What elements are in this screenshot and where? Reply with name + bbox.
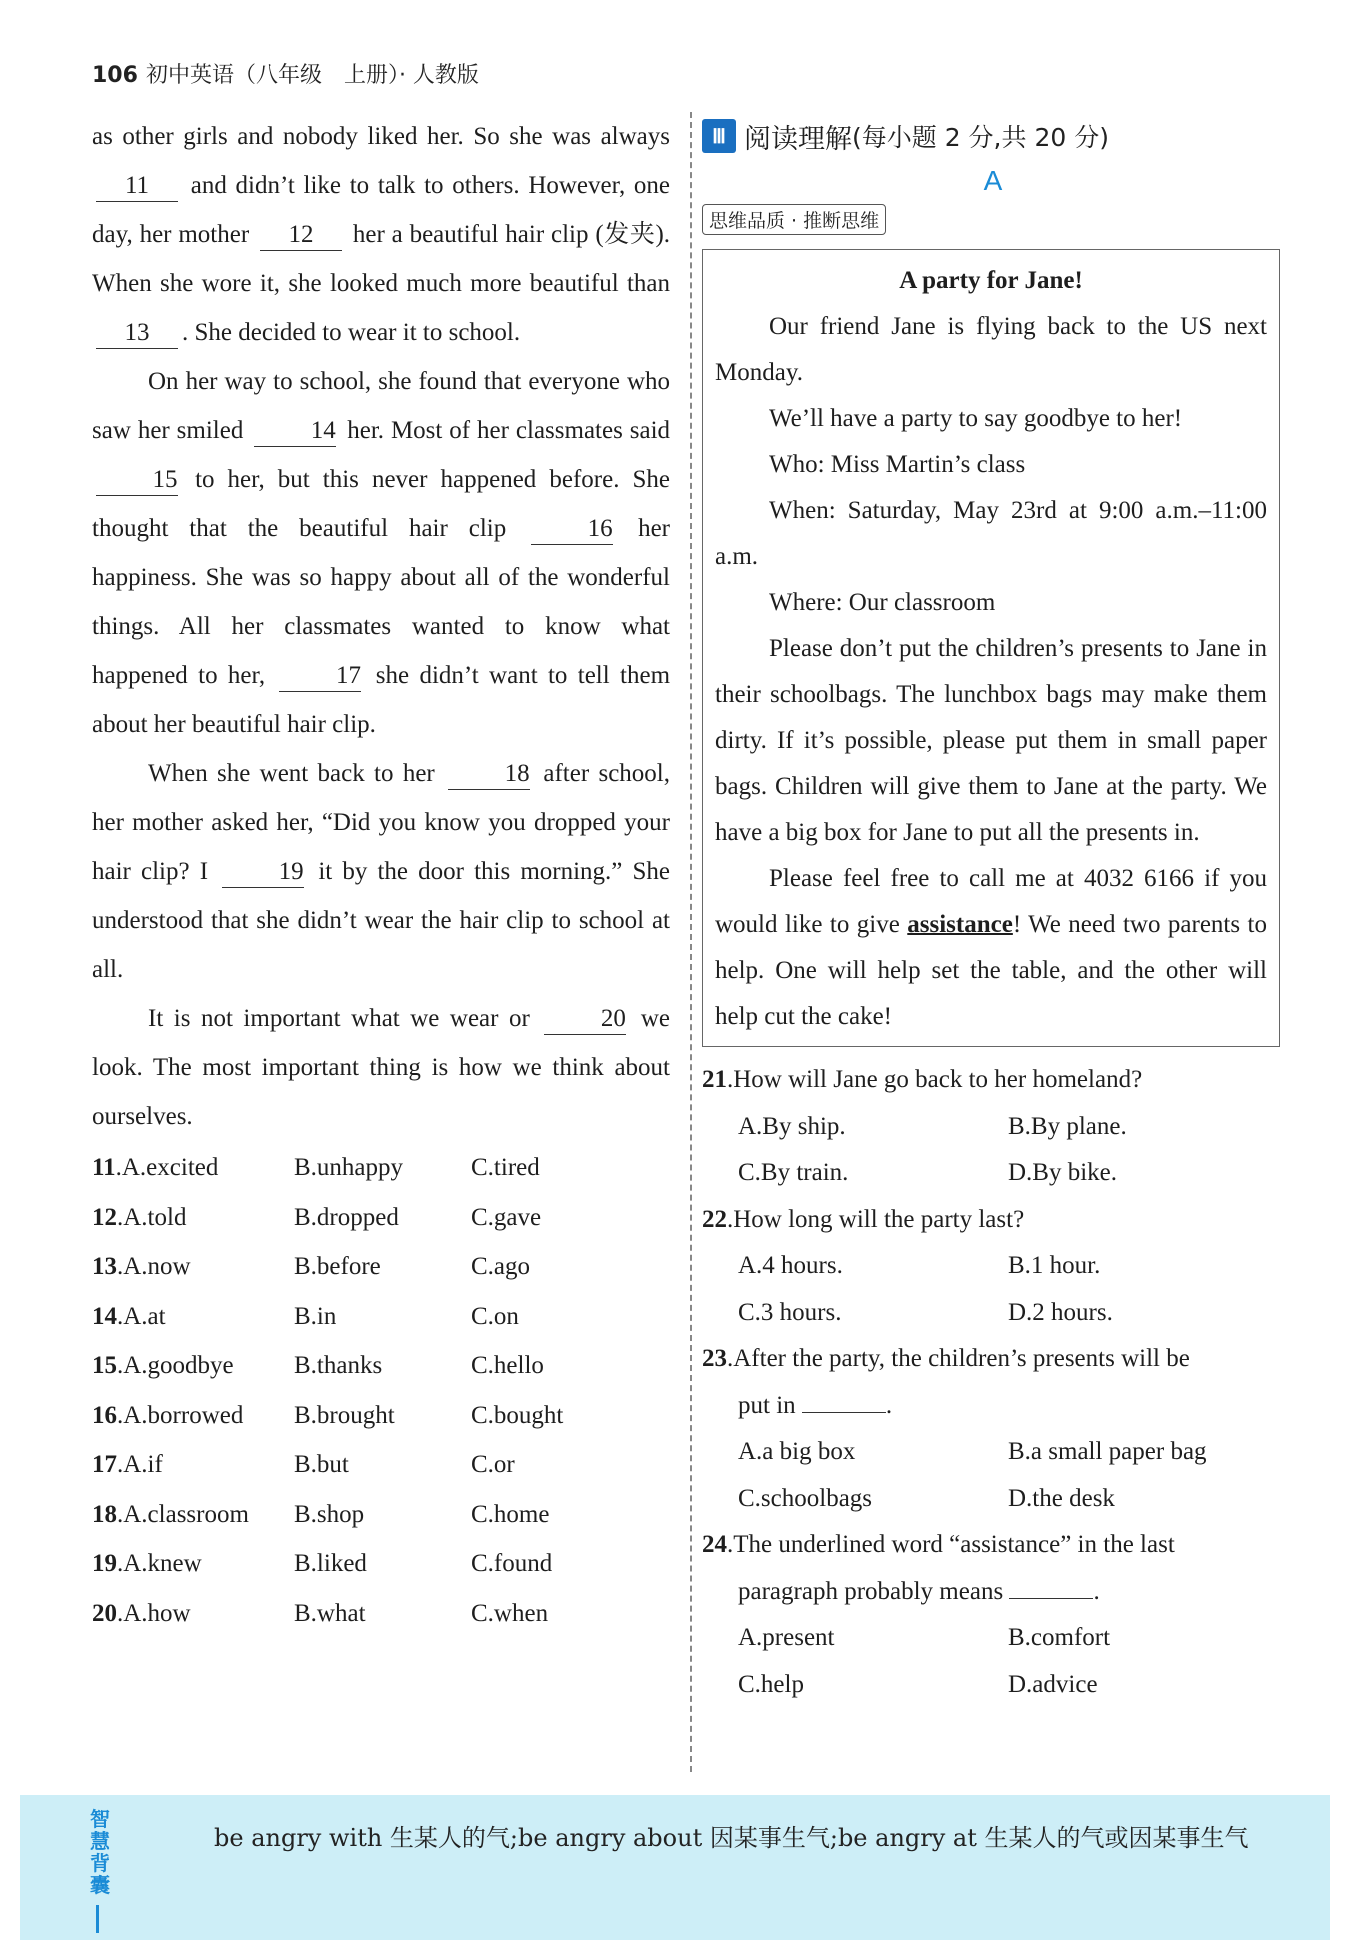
option-a[interactable] <box>92 1440 294 1489</box>
option-b[interactable]: B.thanks <box>294 1352 383 1380</box>
option-a-text: .A.classroom <box>117 1500 249 1528</box>
option-row <box>702 1150 1284 1197</box>
option-c[interactable]: C.found <box>471 1550 553 1578</box>
text: . She decided to wear it to school. <box>182 319 521 346</box>
question-number: 16 <box>92 1401 117 1429</box>
option-a-text: .A.if <box>117 1451 163 1479</box>
option-a-text: .A.borrowed <box>117 1401 244 1429</box>
option-row <box>702 1290 1284 1337</box>
option-a-text: .A.now <box>117 1253 191 1281</box>
question-number: 17 <box>92 1451 117 1479</box>
option-a[interactable]: A.By ship. <box>738 1112 846 1140</box>
option-row <box>702 1429 1284 1476</box>
option-a[interactable] <box>92 1242 294 1291</box>
cloze-choices <box>92 1143 670 1638</box>
option-a[interactable]: A.4 hours. <box>738 1252 843 1279</box>
option-c[interactable]: C.help <box>738 1670 804 1698</box>
text: Please feel free to call me at 4032 6166 if you would like to give <box>715 865 1267 938</box>
option-a-text: .A.knew <box>117 1550 202 1578</box>
cloze-passage <box>92 112 670 1638</box>
option-b[interactable]: B.comfort <box>1008 1624 1111 1651</box>
option-b[interactable]: B.unhappy <box>294 1154 404 1182</box>
option-a[interactable] <box>92 1193 294 1242</box>
option-a[interactable] <box>92 1292 294 1341</box>
option-b[interactable]: B.shop <box>294 1500 365 1528</box>
paragraph-1 <box>92 112 670 357</box>
reading-section <box>702 112 1284 1708</box>
blank-19: 19 <box>222 857 304 888</box>
option-b[interactable]: B.what <box>294 1599 366 1627</box>
text: ! We need two parents to help. One will help set the table, and the other will help cut the cake! <box>715 911 1267 1030</box>
option-row <box>702 1615 1284 1662</box>
text: to her, but this never happened before. She thought that the beautiful hair clip <box>92 466 670 542</box>
option-a-text: .A.told <box>117 1203 187 1231</box>
option-b[interactable]: B.but <box>294 1451 349 1479</box>
option-a-text: .A.excited <box>115 1154 219 1182</box>
option-b[interactable]: B.dropped <box>294 1203 399 1231</box>
option-c[interactable]: C.gave <box>471 1203 542 1231</box>
option-c[interactable]: C.hello <box>471 1352 544 1380</box>
page-number: 106 <box>92 63 138 88</box>
stem-text: paragraph probably means <box>738 1577 1004 1605</box>
book-title: 初中英语（八年级 上册）· 人教版 <box>145 63 479 88</box>
paragraph-3 <box>92 749 670 994</box>
question-stem-cont: paragraph probably means . <box>738 1577 1100 1605</box>
question-number: 22 <box>702 1205 727 1233</box>
underlined-word: assistance <box>907 911 1013 938</box>
question-number: 19 <box>92 1550 117 1578</box>
blank-14: 14 <box>254 416 336 447</box>
option-c[interactable]: C.or <box>471 1451 515 1479</box>
passage-paragraph: Where: Our classroom <box>769 589 996 616</box>
choice-row <box>92 1292 670 1342</box>
section-title-text: 阅读理解 <box>744 123 852 155</box>
option-b[interactable]: B.liked <box>294 1550 367 1578</box>
blank-18: 18 <box>448 759 530 790</box>
question-stem <box>702 1197 1284 1244</box>
answer-blank <box>802 1412 886 1413</box>
choice-row <box>92 1341 670 1391</box>
text: after school, her mother asked her, “Did you know you dropped your hair clip? I <box>92 760 670 885</box>
question-stem <box>702 1336 1284 1383</box>
skill-tag: 思维品质 · 推断思维 <box>702 204 886 235</box>
option-row <box>702 1662 1284 1709</box>
option-d[interactable]: D.2 hours. <box>1008 1298 1113 1326</box>
option-a[interactable] <box>92 1539 294 1588</box>
option-a-text: .A.how <box>117 1599 191 1627</box>
tip-label: 智慧背囊 <box>90 1807 110 1897</box>
choice-row <box>92 1539 670 1589</box>
passage-paragraph: We’ll have a party to say goodbye to her! <box>769 405 1183 432</box>
section-sub-label: A <box>983 165 1003 196</box>
question-number: 12 <box>92 1203 117 1231</box>
text: and didn’t like to talk to others. However, one day, her mother <box>92 172 671 248</box>
section-title <box>702 112 1284 160</box>
option-c[interactable]: C.on <box>471 1302 519 1330</box>
option-c[interactable]: C.By train. <box>738 1159 849 1186</box>
column-divider <box>690 112 692 1772</box>
option-a-text: .A.goodbye <box>117 1352 234 1380</box>
option-a[interactable] <box>92 1589 294 1638</box>
option-a[interactable] <box>92 1391 294 1440</box>
passage-paragraph: Our friend Jane is flying back to the US next Monday. <box>715 313 1267 386</box>
passage-paragraph: Please don’t put the children’s presents to Jane in their schoolbags. The lunchbox bags may make them dirty. If it’s possible, please put them in small paper bags. Children will give them to Jane at the party. We have a big box for Jane to put all the presents in. <box>715 635 1267 846</box>
blank-13: 13 <box>96 318 178 349</box>
blank-20: 20 <box>544 1004 626 1035</box>
passage-paragraph <box>715 856 1267 1040</box>
option-c[interactable]: C.tired <box>471 1154 540 1182</box>
text: It is not important what we wear or <box>148 1005 530 1032</box>
option-b[interactable]: B.in <box>294 1302 337 1330</box>
stem-text: .The underlined word “assistance” in the last <box>727 1531 1175 1558</box>
blank-17: 17 <box>279 661 361 692</box>
question-number: 11 <box>92 1154 116 1182</box>
page-header <box>92 58 479 89</box>
choice-row <box>92 1589 670 1639</box>
option-d[interactable]: D.By bike. <box>1008 1159 1118 1186</box>
option-b[interactable]: B.By plane. <box>1008 1112 1127 1140</box>
text: her. Most of her classmates said <box>347 417 671 444</box>
choice-row <box>92 1490 670 1540</box>
choice-row <box>92 1440 670 1490</box>
question-stem <box>702 1522 1284 1569</box>
question-number: 24 <box>702 1531 727 1558</box>
paragraph-4 <box>92 994 670 1141</box>
reading-passage-box <box>702 249 1280 1047</box>
question-number: 15 <box>92 1352 117 1380</box>
answer-blank <box>1009 1598 1093 1599</box>
option-b[interactable]: B.1 hour. <box>1008 1252 1101 1279</box>
option-row <box>702 1476 1284 1523</box>
choice-row <box>92 1193 670 1243</box>
passage-title: A party for Jane! <box>899 267 1083 294</box>
stem-text: .How long will the party last? <box>727 1205 1025 1233</box>
stem-text: .How will Jane go back to her homeland? <box>727 1066 1143 1093</box>
choice-row <box>92 1242 670 1292</box>
option-a[interactable] <box>92 1143 294 1192</box>
blank-11: 11 <box>96 171 178 202</box>
question-22 <box>702 1197 1284 1337</box>
blank-15: 15 <box>96 465 178 496</box>
option-c[interactable]: C.3 hours. <box>738 1298 842 1326</box>
question-stem-cont: put in . <box>738 1391 893 1419</box>
option-d[interactable]: D.the desk <box>1008 1484 1115 1512</box>
option-row <box>702 1243 1284 1290</box>
question-number: 20 <box>92 1599 117 1627</box>
question-23 <box>702 1336 1284 1522</box>
section-badge: Ⅲ <box>702 119 736 153</box>
option-c[interactable]: C.schoolbags <box>738 1484 873 1512</box>
option-c[interactable]: C.ago <box>471 1253 531 1281</box>
option-a[interactable] <box>92 1341 294 1390</box>
option-a[interactable] <box>92 1490 294 1539</box>
question-24 <box>702 1522 1284 1708</box>
option-row <box>702 1104 1284 1151</box>
question-number: 18 <box>92 1500 117 1528</box>
question-number: 13 <box>92 1253 117 1281</box>
tip-text: be angry with 生某人的气;be angry about 因某事生气;be angry at 生某人的气或因某事生气 <box>214 1824 1249 1852</box>
text: as other girls and nobody liked her. So she was always <box>92 123 670 150</box>
question-number: 21 <box>702 1066 727 1093</box>
text: we look. The most important thing is how we think about ourselves. <box>92 1005 671 1130</box>
question-stem <box>702 1057 1284 1104</box>
option-b[interactable]: B.brought <box>294 1401 395 1429</box>
question-21 <box>702 1057 1284 1197</box>
section-score-note: (每小题 2 分,共 20 分) <box>852 123 1109 152</box>
text: she didn’t want to tell them about her beautiful hair clip. <box>92 662 671 738</box>
question-number: 14 <box>92 1302 117 1330</box>
option-c[interactable]: C.home <box>471 1500 550 1528</box>
stem-text: put in <box>738 1391 796 1419</box>
text: her happiness. She was so happy about all of the wonderful things. All her classmates wanted to know what happened to her, <box>92 515 670 689</box>
choice-row <box>92 1143 670 1193</box>
blank-16: 16 <box>531 514 613 545</box>
option-d[interactable]: D.advice <box>1008 1670 1098 1698</box>
option-a[interactable]: A.present <box>738 1624 835 1651</box>
text: her a beautiful hair clip (发夹). When she wore it, she looked much more beautiful than <box>92 221 671 297</box>
passage-paragraph: Who: Miss Martin’s class <box>769 451 1026 478</box>
tip-band <box>20 1795 1330 1940</box>
tip-label-bar <box>96 1905 99 1933</box>
option-c[interactable]: C.bought <box>471 1401 564 1429</box>
text: When she went back to her <box>148 760 435 787</box>
option-b[interactable]: B.a small paper bag <box>1008 1438 1207 1465</box>
option-c[interactable]: C.when <box>471 1599 549 1627</box>
option-a[interactable]: A.a big box <box>738 1438 856 1465</box>
text: it by the door this morning.” She understood that she didn’t wear the hair clip to school at all. <box>92 858 671 983</box>
stem-text: .After the party, the children’s presents will be <box>727 1345 1190 1372</box>
text: On her way to school, she found that everyone who saw her smiled <box>92 368 670 444</box>
option-a-text: .A.at <box>117 1302 166 1330</box>
passage-paragraph: When: Saturday, May 23rd at 9:00 a.m.–11:00 a.m. <box>715 497 1267 570</box>
choice-row <box>92 1391 670 1441</box>
question-number: 23 <box>702 1345 727 1372</box>
blank-12: 12 <box>260 220 342 251</box>
question-list <box>702 1057 1284 1708</box>
paragraph-2 <box>92 357 670 749</box>
option-b[interactable]: B.before <box>294 1253 381 1281</box>
